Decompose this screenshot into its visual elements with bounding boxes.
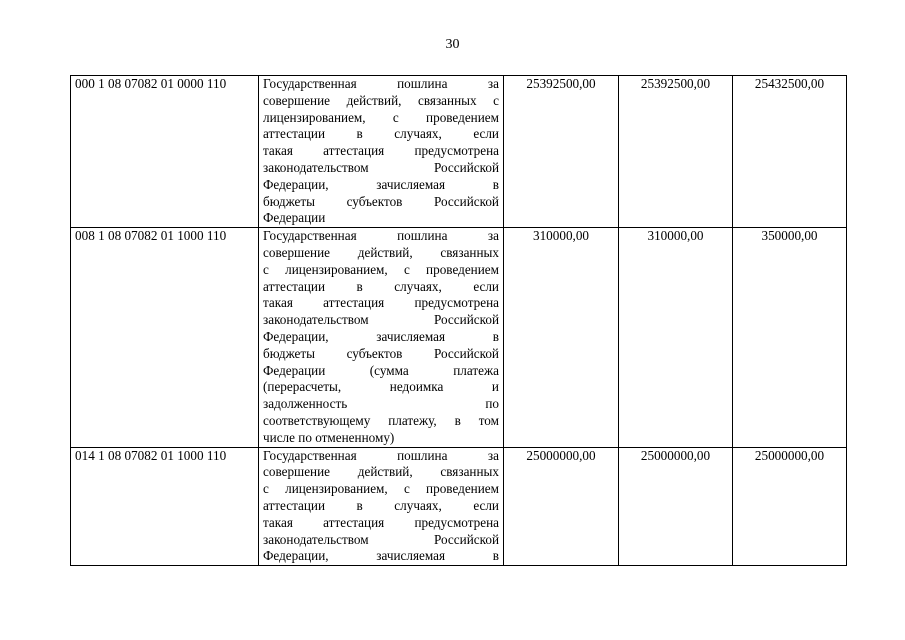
description-line: Федерации, зачисляемая в bbox=[263, 176, 499, 192]
description-line: Федерации, зачисляемая в bbox=[263, 328, 499, 344]
budget-classification-code: 014 1 08 07082 01 1000 110 bbox=[71, 447, 259, 566]
description-line: Федерации, зачисляемая в bbox=[263, 548, 499, 564]
budget-classification-code: 000 1 08 07082 01 0000 110 bbox=[71, 76, 259, 228]
page-number: 30 bbox=[445, 37, 460, 52]
description-line: Государственная пошлина за bbox=[263, 76, 499, 91]
description-line: с лицензированием, с проведением bbox=[263, 261, 499, 277]
description-line: задолженность по bbox=[263, 396, 499, 412]
description-line: Федерации (сумма платежа bbox=[263, 362, 499, 378]
amount-year-3: 25432500,00 bbox=[733, 76, 847, 228]
description-line: Федерации bbox=[263, 210, 326, 226]
description-line: Государственная пошлина за bbox=[263, 447, 499, 463]
description-line: (перерасчеты, недоимка и bbox=[263, 379, 499, 395]
amount-year-1: 25392500,00 bbox=[504, 76, 619, 228]
table-row bbox=[71, 76, 847, 228]
amount-year-2: 25392500,00 bbox=[619, 76, 733, 228]
description-line: совершение действий, связанных bbox=[263, 464, 499, 480]
description-line: совершение действий, связанных bbox=[263, 244, 499, 260]
budget-classification-code: 008 1 08 07082 01 1000 110 bbox=[71, 228, 259, 447]
description-line: с лицензированием, с проведением bbox=[263, 481, 499, 497]
amount-year-2: 25000000,00 bbox=[619, 447, 733, 566]
table-row bbox=[71, 447, 847, 566]
amount-year-3: 350000,00 bbox=[733, 228, 847, 447]
description-line: бюджеты субъектов Российской bbox=[263, 345, 499, 361]
description-line: соответствующему платежу, в том bbox=[263, 412, 499, 428]
amount-year-3: 25000000,00 bbox=[733, 447, 847, 566]
description-line: законодательством Российской bbox=[263, 531, 499, 547]
description-line: Государственная пошлина за bbox=[263, 228, 499, 244]
revenue-table bbox=[70, 75, 847, 566]
description-line: числе по отмененному) bbox=[263, 429, 395, 445]
description-line: законодательством Российской bbox=[263, 159, 499, 175]
description-line: такая аттестация предусмотрена bbox=[263, 295, 499, 311]
revenue-description bbox=[259, 447, 504, 566]
description-line: такая аттестация предусмотрена bbox=[263, 143, 499, 159]
revenue-description bbox=[259, 76, 504, 228]
description-line: законодательством Российской bbox=[263, 312, 499, 328]
description-line: бюджеты субъектов Российской bbox=[263, 193, 499, 209]
description-line: такая аттестация предусмотрена bbox=[263, 514, 499, 530]
table-row bbox=[71, 228, 847, 447]
revenue-description bbox=[259, 228, 504, 447]
amount-year-1: 310000,00 bbox=[504, 228, 619, 447]
description-line: аттестации в случаях, если bbox=[263, 278, 499, 294]
amount-year-1: 25000000,00 bbox=[504, 447, 619, 566]
description-line: аттестации в случаях, если bbox=[263, 126, 499, 142]
description-line: лицензированием, с проведением bbox=[263, 109, 499, 125]
amount-year-2: 310000,00 bbox=[619, 228, 733, 447]
description-line: аттестации в случаях, если bbox=[263, 497, 499, 513]
description-line: совершение действий, связанных с bbox=[263, 92, 499, 108]
